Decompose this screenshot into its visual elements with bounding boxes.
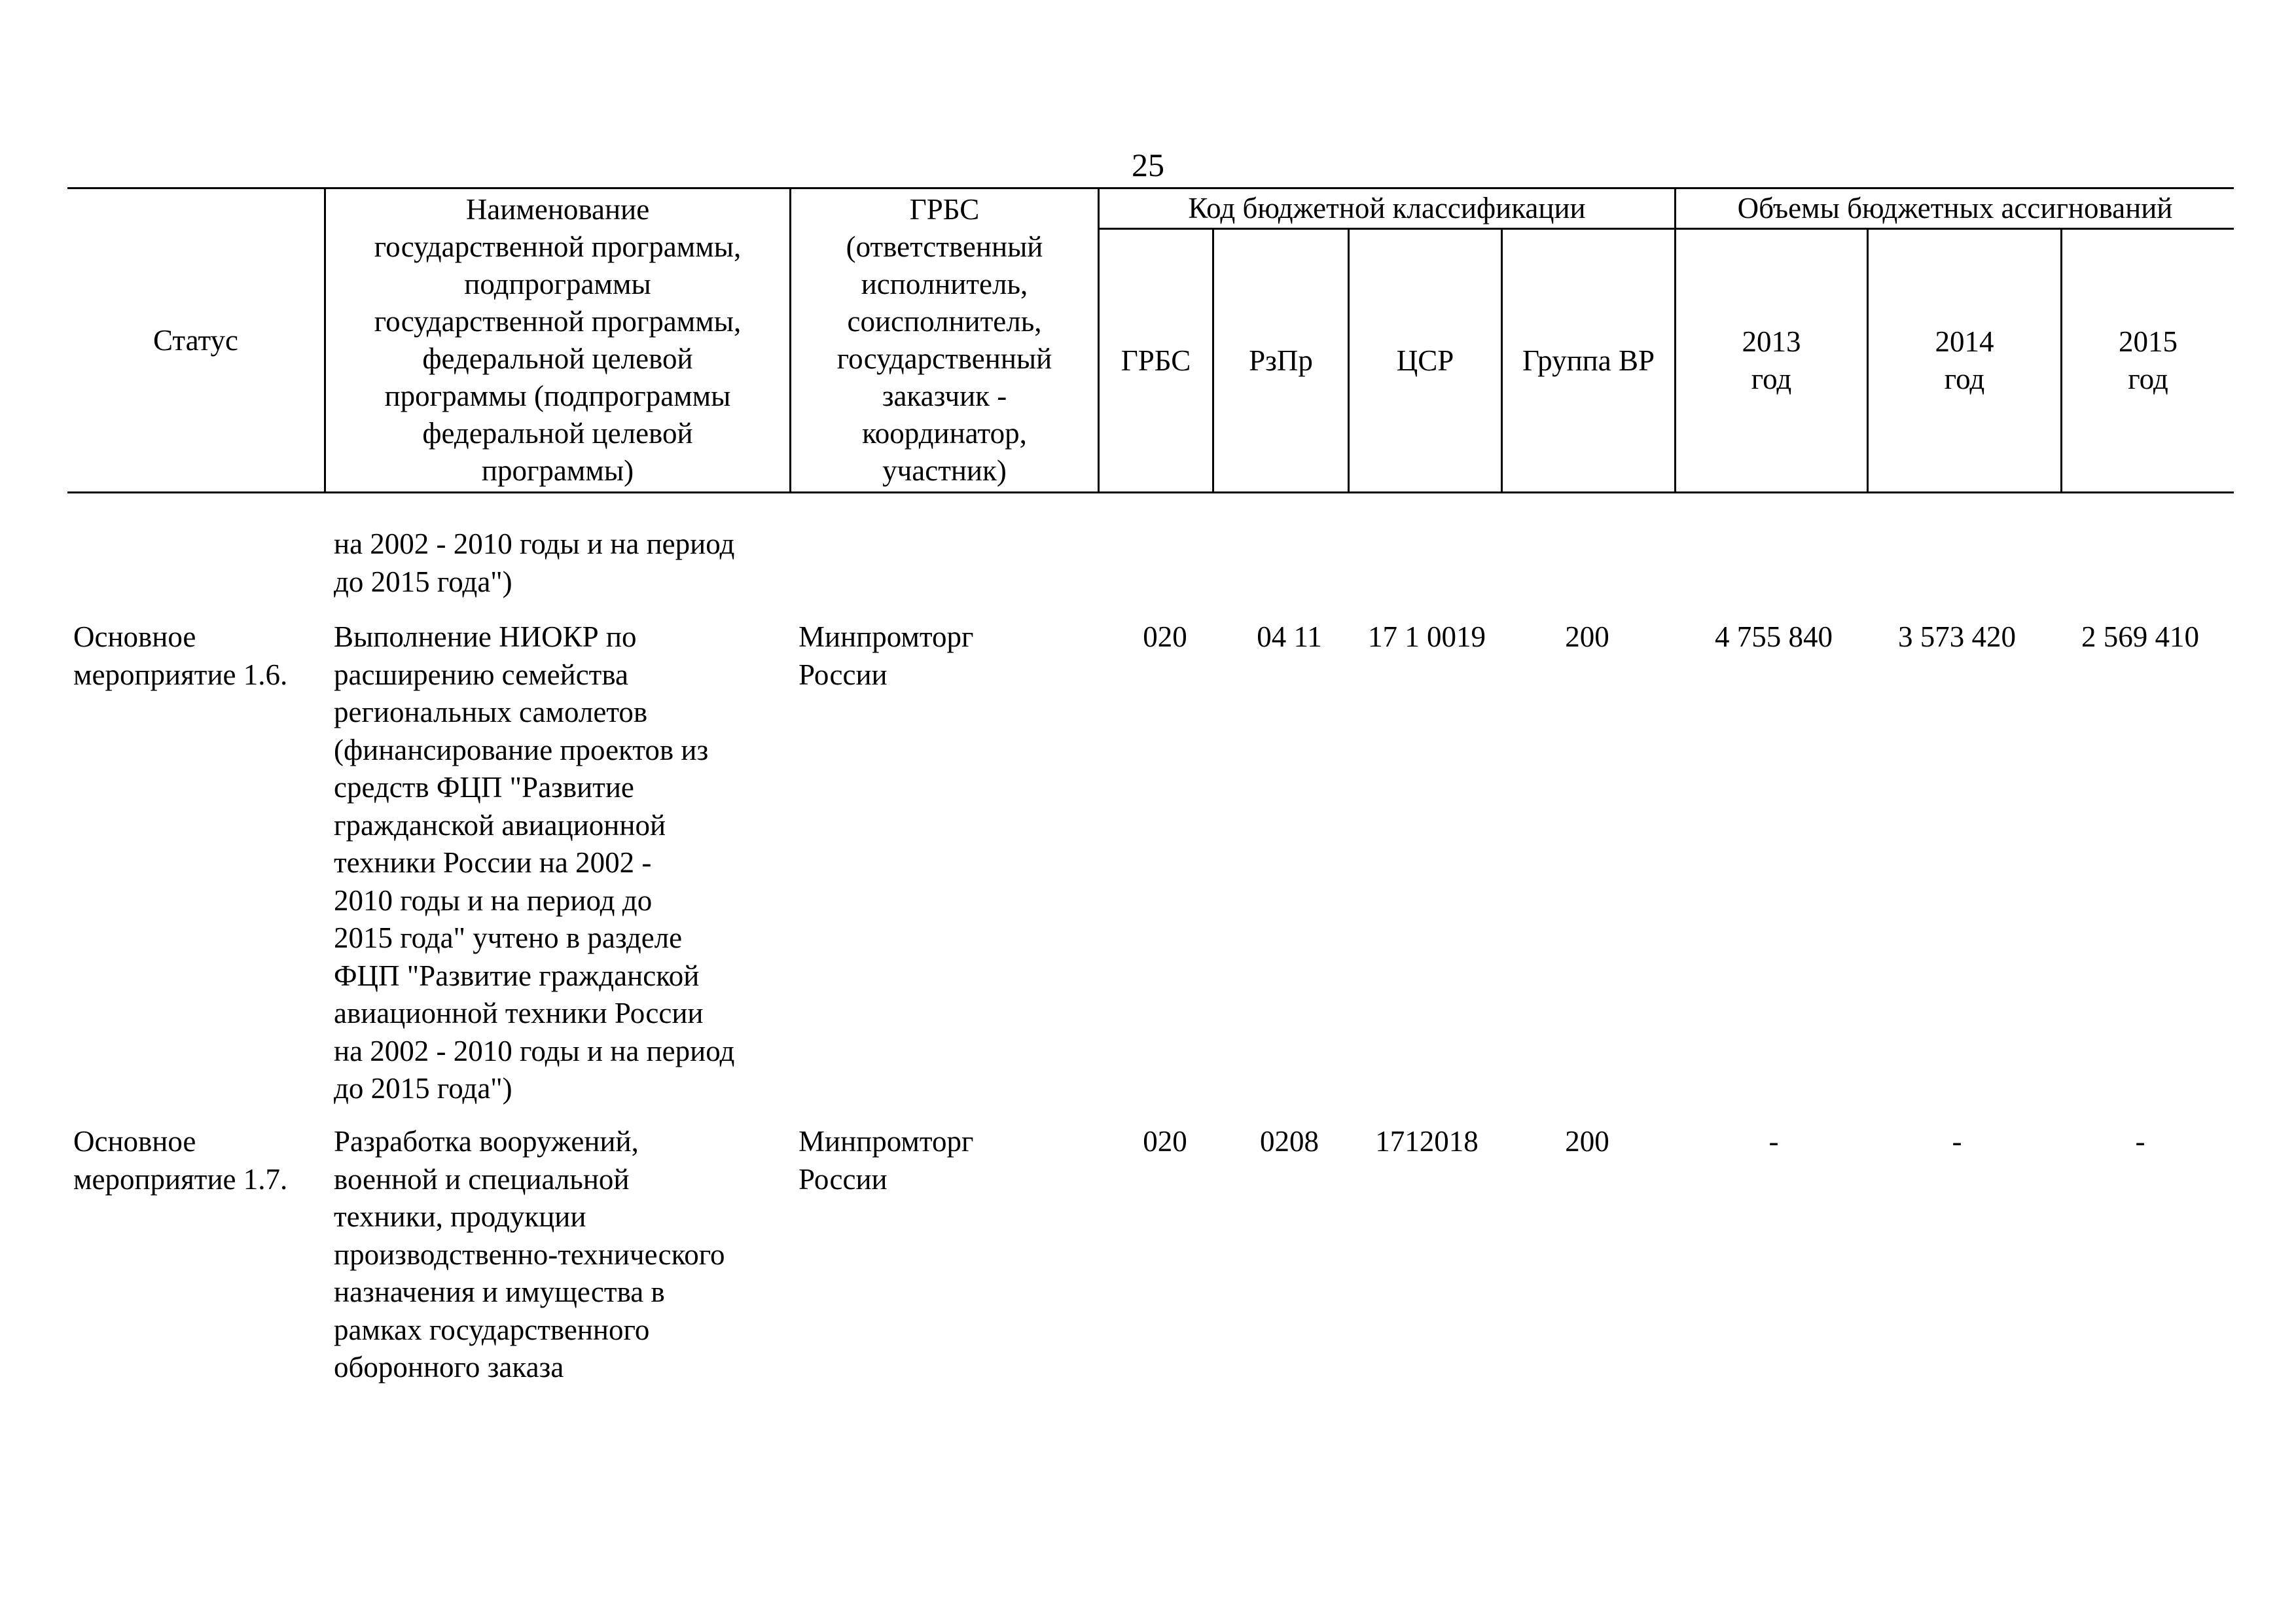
row-executor: Минпромторг России xyxy=(798,620,974,691)
header-year-2014: 2014 год xyxy=(1935,325,1994,395)
page-number: 25 xyxy=(1132,147,1164,183)
row-name: Разработка вооружений, военной и специальной техники, продукции производственно-технического назначения и имущества в рамках государственного оборонного заказа xyxy=(334,1125,725,1383)
header-budget-code: Код бюджетной классификации xyxy=(1188,192,1586,224)
header-year-2013: 2013 год xyxy=(1742,325,1801,395)
header-rzpr: РзПр xyxy=(1249,344,1313,377)
row-grbs: 020 xyxy=(1143,620,1187,653)
header-csr: ЦСР xyxy=(1396,344,1454,377)
header-bottom-border xyxy=(67,491,2234,493)
row-2013: - xyxy=(1768,1125,1779,1158)
row-status: Основное мероприятие 1.7. xyxy=(73,1125,288,1196)
header-grbs: ГРБС xyxy=(1121,344,1191,377)
row-status: Основное мероприятие 1.6. xyxy=(73,620,288,691)
row-grbs: 020 xyxy=(1143,1125,1187,1158)
header-status: Статус xyxy=(153,323,238,357)
row-vr: 200 xyxy=(1565,1125,1609,1158)
row-rzpr: 0208 xyxy=(1260,1125,1319,1158)
row-2014: - xyxy=(1952,1125,1962,1158)
row-2015: - xyxy=(2135,1125,2145,1158)
row-csr: 17 1 0019 xyxy=(1368,620,1486,653)
header-year-2015: 2015 год xyxy=(2119,325,2178,395)
row-csr: 1712018 xyxy=(1375,1125,1479,1158)
row-2013: 4 755 840 xyxy=(1715,620,1833,653)
header-grbs-role: ГРБС (ответственный исполнитель, соисполнитель, государственный заказчик - координатор, участник) xyxy=(836,193,1052,487)
continuation-text: на 2002 - 2010 годы и на период до 2015 года") xyxy=(334,527,735,598)
row-2014: 3 573 420 xyxy=(1898,620,2016,653)
row-executor: Минпромторг России xyxy=(798,1125,974,1196)
header-program-name: Наименование государственной программы, подпрограммы государственной программы, федеральной целевой программы (подпрограммы федеральной целевой программы) xyxy=(374,193,742,487)
row-name: Выполнение НИОКР по расширению семейства региональных самолетов (финансирование проектов из средств ФЦП "Развитие гражданской авиационной техники России на 2002 - 2010 годы и на период до 2015 года" учтено в разделе ФЦП "Развитие гражданской авиационной техники России на 2002 - 2010 годы и на период до 2015 года") xyxy=(334,620,735,1105)
row-rzpr: 04 11 xyxy=(1257,620,1322,653)
header-group-vr: Группа ВР xyxy=(1522,344,1655,377)
row-vr: 200 xyxy=(1565,620,1609,653)
header-budget-volumes: Объемы бюджетных ассигнований xyxy=(1737,192,2173,224)
row-2015: 2 569 410 xyxy=(2081,620,2199,653)
